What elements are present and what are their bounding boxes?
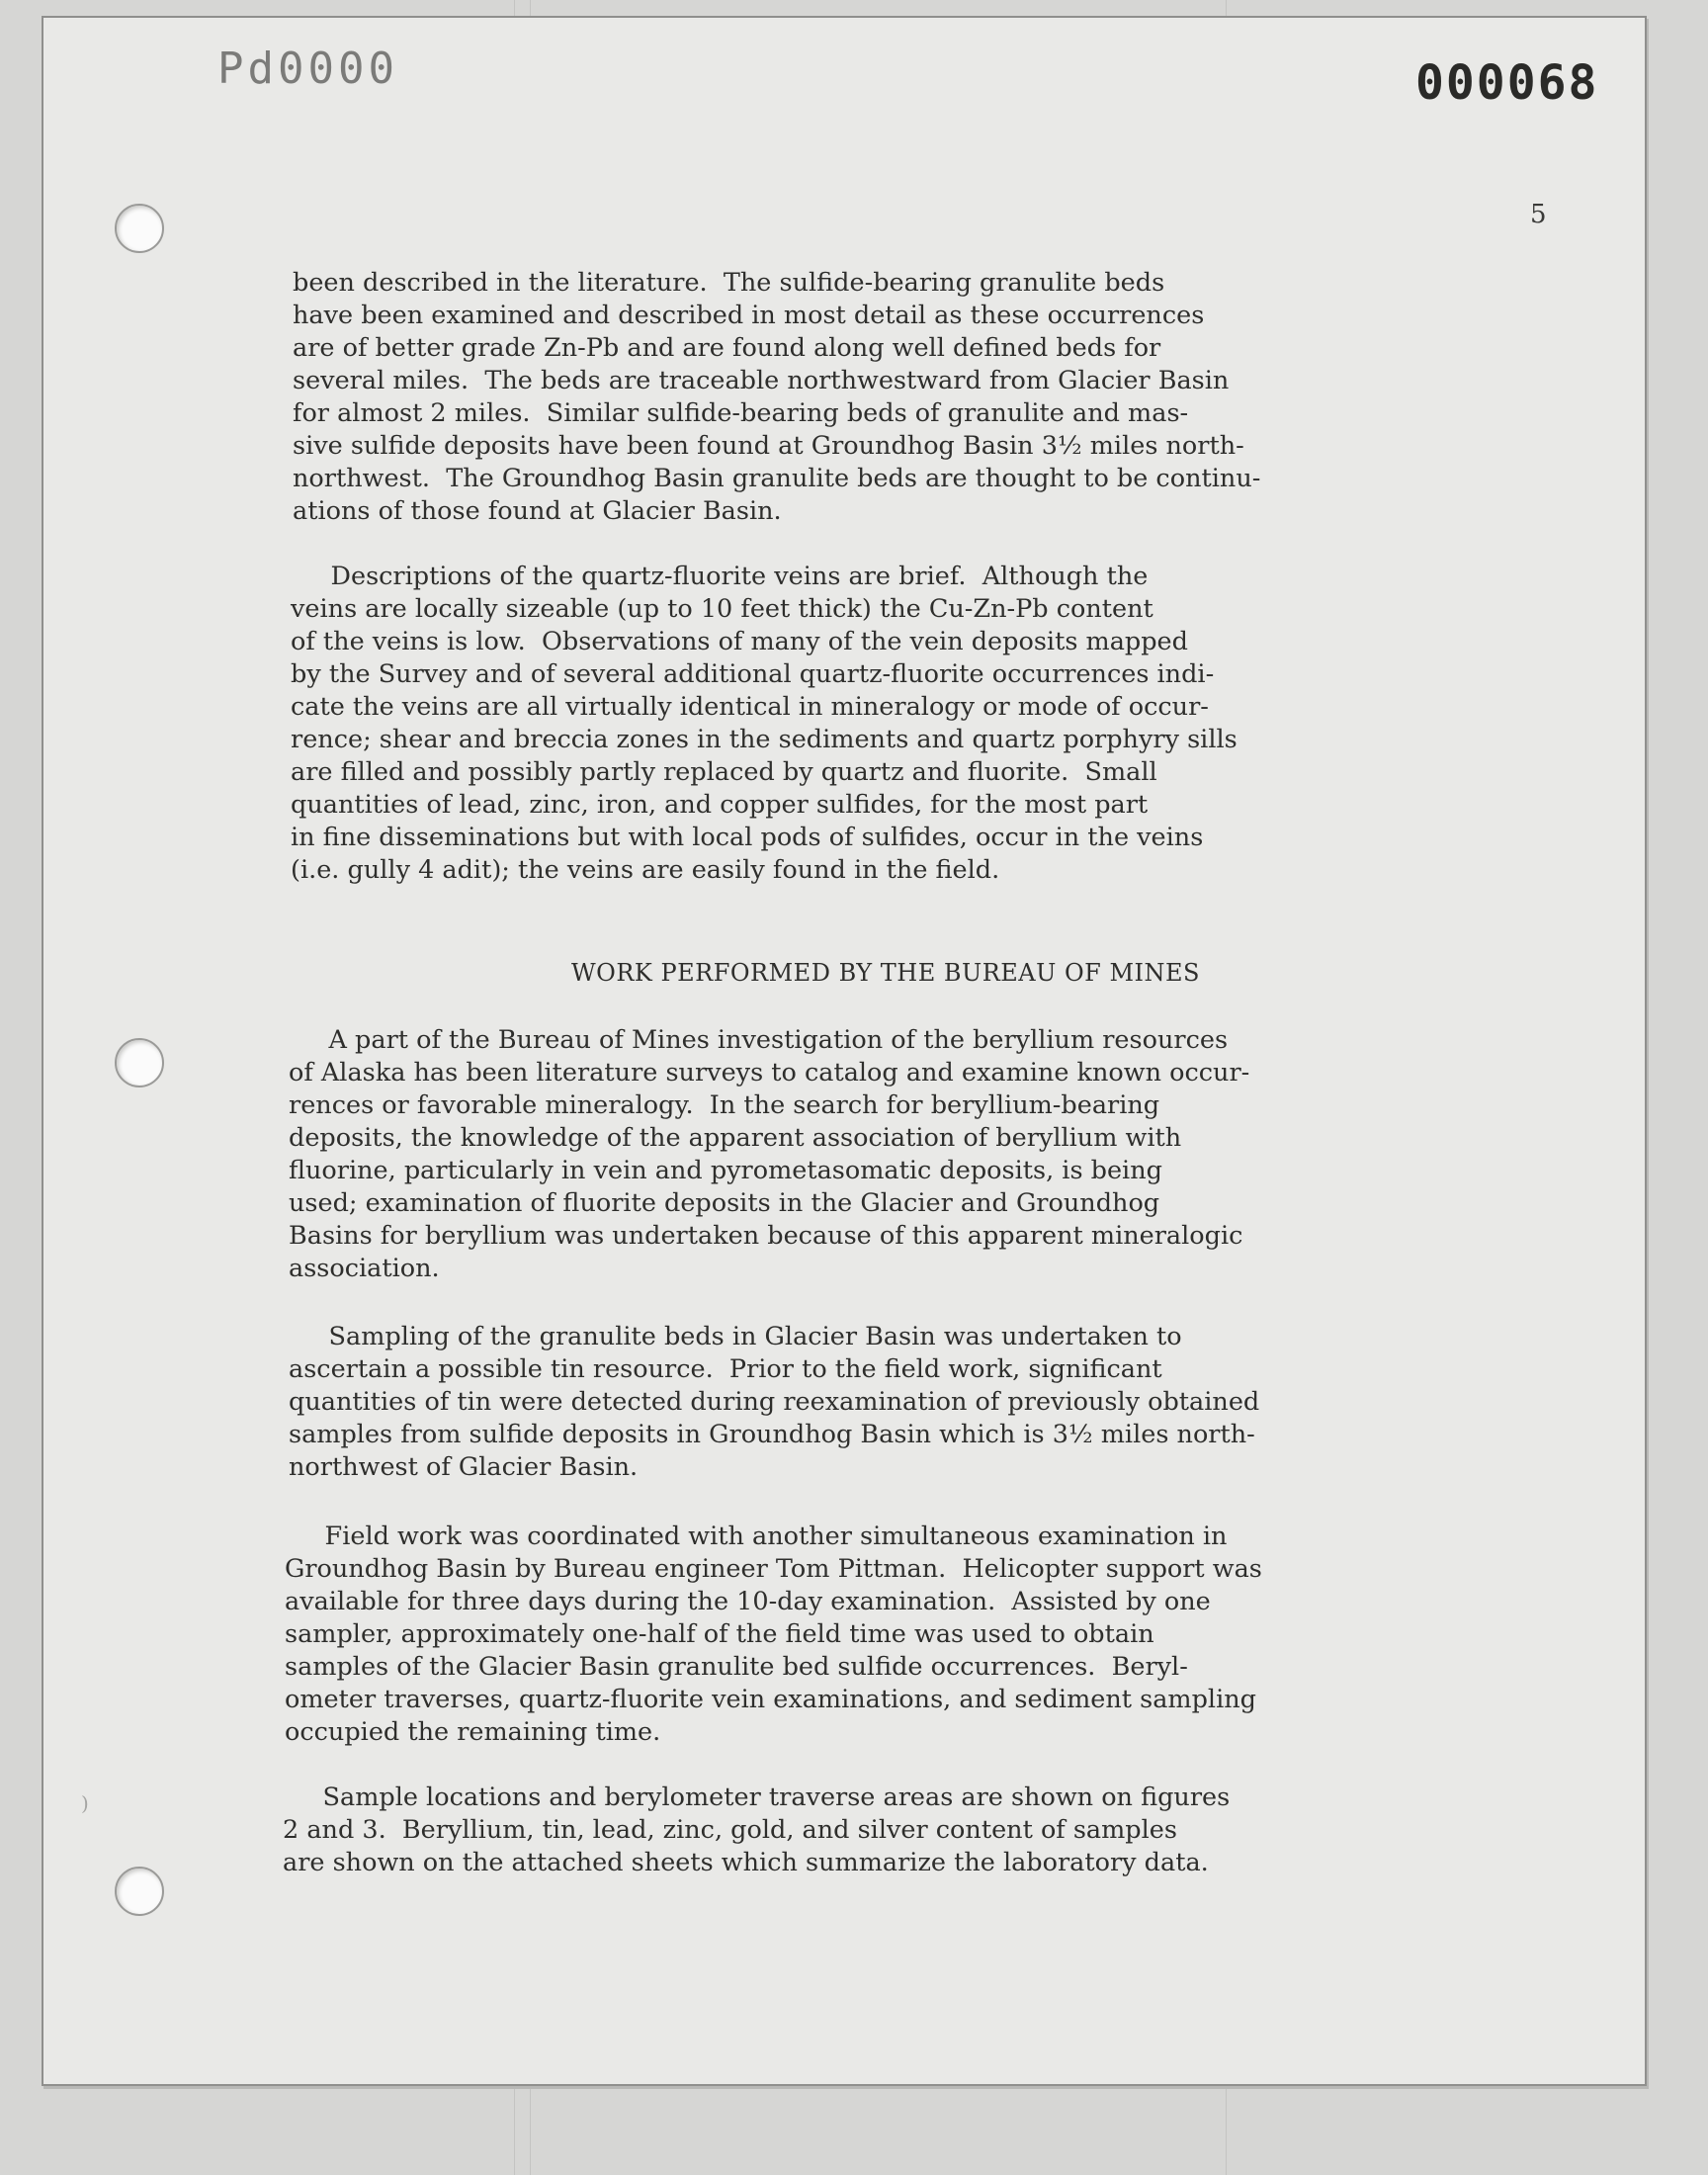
text-line: are shown on the attached sheets which summarize the laboratory data. — [283, 1848, 1209, 1877]
text-line: of Alaska has been literature surveys to catalog and examine known occur- — [289, 1058, 1250, 1088]
document-stamp-right: 000068 — [1415, 55, 1599, 111]
text-line: northwest of Glacier Basin. — [289, 1452, 639, 1482]
text-line: samples from sulfide deposits in Groundhog Basin which is 3½ miles north- — [289, 1420, 1255, 1449]
text-line: ometer traverses, quartz-fluorite vein examinations, and sediment sampling — [285, 1685, 1256, 1714]
text-line: 2 and 3. Beryllium, tin, lead, zinc, gold, and silver content of samples — [283, 1815, 1177, 1845]
text-line: been described in the literature. The sulfide-bearing granulite beds — [293, 268, 1165, 298]
text-line: used; examination of fluorite deposits in the Glacier and Groundhog — [289, 1188, 1160, 1218]
text-line: A part of the Bureau of Mines investigation of the beryllium resources — [289, 1025, 1229, 1055]
text-line: cate the veins are all virtually identical in mineralogy or mode of occur- — [291, 692, 1209, 722]
text-line: deposits, the knowledge of the apparent association of beryllium with — [289, 1123, 1182, 1153]
text-line: for almost 2 miles. Similar sulfide-bearing beds of granulite and mas- — [293, 398, 1189, 428]
text-line: quantities of tin were detected during reexamination of previously obtained — [289, 1387, 1260, 1417]
text-line: sampler, approximately one-half of the field time was used to obtain — [285, 1619, 1154, 1649]
text-line: Sampling of the granulite beds in Glacier Basin was undertaken to — [289, 1322, 1182, 1351]
punch-hole-top — [115, 204, 164, 253]
text-line: are filled and possibly partly replaced by quartz and fluorite. Small — [291, 757, 1157, 787]
text-line: quantities of lead, zinc, iron, and copper sulfides, for the most part — [291, 790, 1149, 820]
text-line: samples of the Glacier Basin granulite bed sulfide occurrences. Beryl- — [285, 1652, 1188, 1682]
text-line: fluorine, particularly in vein and pyrometasomatic deposits, is being — [289, 1156, 1162, 1185]
text-line: rence; shear and breccia zones in the sediments and quartz porphyry sills — [291, 725, 1238, 754]
section-heading: WORK PERFORMED BY THE BUREAU OF MINES — [571, 959, 1200, 987]
text-line: northwest. The Groundhog Basin granulite beds are thought to be continu- — [293, 464, 1261, 493]
text-line: several miles. The beds are traceable northwestward from Glacier Basin — [293, 366, 1230, 395]
text-line: ations of those found at Glacier Basin. — [293, 496, 782, 526]
text-line: by the Survey and of several additional quartz-fluorite occurrences indi- — [291, 659, 1215, 689]
text-line: have been examined and described in most detail as these occurrences — [293, 301, 1205, 330]
text-line: Groundhog Basin by Bureau engineer Tom Pittman. Helicopter support was — [285, 1554, 1262, 1584]
text-line: in fine disseminations but with local pods of sulfides, occur in the veins — [291, 823, 1204, 852]
text-line: Basins for beryllium was undertaken because of this apparent mineralogic — [289, 1221, 1243, 1251]
text-line: association. — [289, 1254, 440, 1283]
text-line: Descriptions of the quartz-fluorite veins are brief. Although the — [291, 562, 1149, 591]
text-line: available for three days during the 10-day examination. Assisted by one — [285, 1587, 1211, 1616]
text-line: veins are locally sizeable (up to 10 feet thick) the Cu-Zn-Pb content — [291, 594, 1153, 624]
text-line: sive sulfide deposits have been found at Groundhog Basin 3½ miles north- — [293, 431, 1244, 461]
text-line: (i.e. gully 4 adit); the veins are easily found in the field. — [291, 855, 1000, 885]
page-number: 5 — [1530, 200, 1547, 229]
text-line: Field work was coordinated with another simultaneous examination in — [285, 1522, 1228, 1551]
text-line: rences or favorable mineralogy. In the search for beryllium-bearing — [289, 1090, 1160, 1120]
text-line: occupied the remaining time. — [285, 1717, 661, 1747]
text-line: ascertain a possible tin resource. Prior to the field work, significant — [289, 1354, 1162, 1384]
document-stamp-left: Pd0000 — [217, 44, 398, 94]
punch-hole-bottom — [115, 1867, 164, 1916]
punch-hole-middle — [115, 1038, 164, 1088]
margin-mark: ) — [81, 1791, 89, 1815]
text-line: are of better grade Zn-Pb and are found along well defined beds for — [293, 333, 1161, 363]
text-line: of the veins is low. Observations of many of the vein deposits mapped — [291, 627, 1188, 656]
text-line: Sample locations and berylometer traverse areas are shown on figures — [283, 1783, 1231, 1812]
